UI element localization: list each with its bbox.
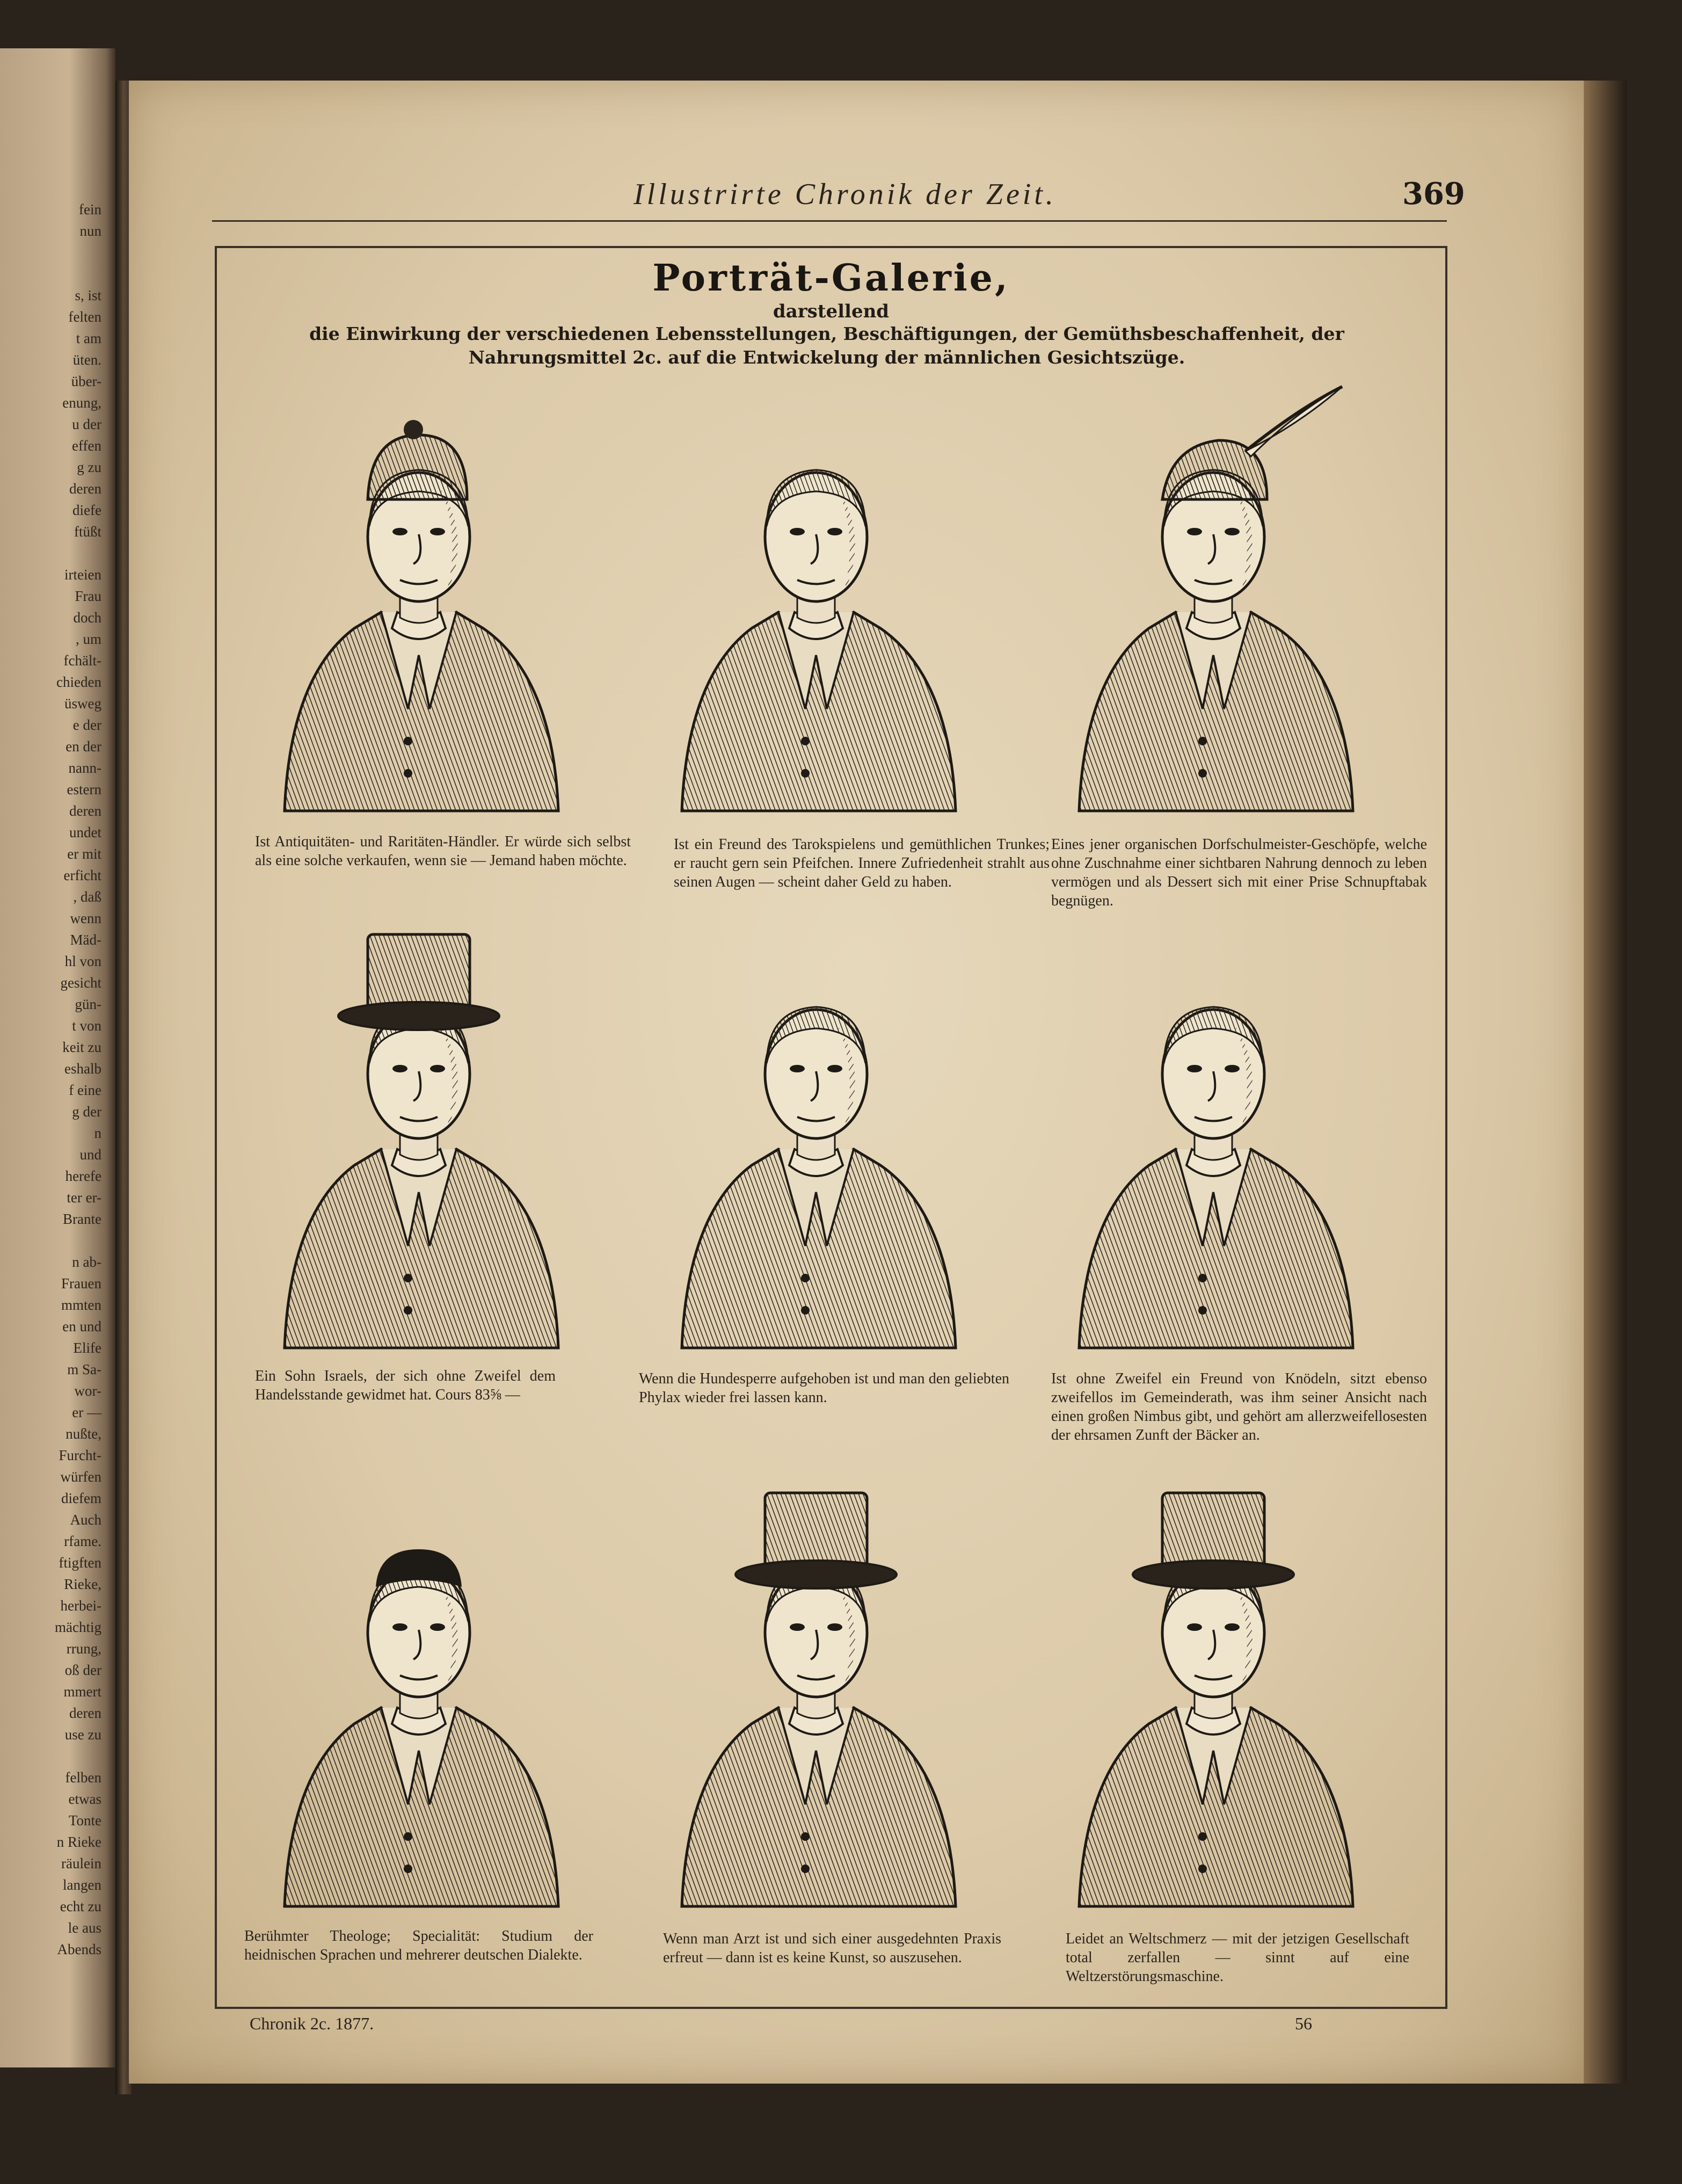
left-page-line: n ab- bbox=[72, 1254, 101, 1270]
page-number: 369 bbox=[1402, 176, 1465, 212]
left-page-line: und bbox=[79, 1147, 101, 1163]
left-page-line: herefe bbox=[65, 1168, 101, 1184]
left-page-line: Frauen bbox=[61, 1275, 101, 1291]
left-page-line: über- bbox=[71, 373, 101, 389]
left-page-line: Elife bbox=[73, 1340, 101, 1356]
left-page-line: wor- bbox=[74, 1383, 101, 1399]
portrait-weltschmerz bbox=[1042, 1471, 1385, 1912]
left-page-line: felben bbox=[65, 1769, 101, 1786]
left-page-line: Frau bbox=[75, 588, 101, 604]
left-page-line: e der bbox=[72, 717, 101, 733]
left-page-line: rrung, bbox=[66, 1641, 101, 1657]
left-page-line: rfame. bbox=[64, 1533, 101, 1549]
left-page-line: chieden bbox=[56, 674, 101, 690]
left-page-line: Auch bbox=[70, 1512, 101, 1528]
portrait-son-of-israel bbox=[247, 913, 591, 1353]
portrait-village-schoolmaster bbox=[1042, 376, 1385, 816]
footer-volume: Chronik 2c. 1877. bbox=[250, 2014, 374, 2033]
left-page-line: räulein bbox=[61, 1855, 101, 1871]
left-page-line: eshalb bbox=[64, 1061, 101, 1077]
left-page-line: estern bbox=[67, 781, 101, 797]
left-page-line: f eine bbox=[69, 1082, 101, 1098]
left-page-line: mächtig bbox=[55, 1619, 101, 1635]
left-page-line: doch bbox=[73, 610, 101, 626]
left-page-line: hl von bbox=[64, 953, 101, 969]
left-page-line bbox=[32, 542, 101, 564]
left-page-line: nun bbox=[79, 223, 101, 239]
left-page-line: mmten bbox=[61, 1297, 101, 1313]
left-page-line: undet bbox=[69, 824, 101, 840]
left-page-line: mmert bbox=[63, 1684, 101, 1700]
caption-dumpling-baker: Ist ohne Zweifel ein Freund von Knödeln, sitzt ebenso zweifellos im Gemeinderath, was ihm seiner Ansicht nach einen großen Nimbus gibt, und gehört am allerzweifellosesten der ehrsamen Zunft der Bäcker an. bbox=[1051, 1370, 1427, 1443]
left-page-line: wenn bbox=[70, 910, 101, 926]
left-page-line bbox=[32, 242, 101, 263]
portrait-dumpling-baker bbox=[1042, 913, 1385, 1353]
page-edge bbox=[1584, 81, 1627, 2084]
left-page-line: en der bbox=[65, 738, 101, 754]
left-page-line: ter er- bbox=[67, 1189, 101, 1206]
left-page-line: diefe bbox=[72, 502, 101, 518]
left-page-line: deren bbox=[69, 803, 101, 819]
portrait-antique-dealer bbox=[247, 376, 591, 816]
portrait-tarock-player bbox=[644, 376, 988, 816]
portrait-dog-ban bbox=[644, 913, 988, 1353]
left-page-line: ftüßt bbox=[74, 524, 101, 540]
caption-dog-ban: Wenn die Hundesperre aufgehoben ist und man den geliebten Phylax wieder frei lassen kann. bbox=[639, 1370, 1009, 1406]
left-page-line: en und bbox=[62, 1318, 101, 1334]
left-page-line: keit zu bbox=[62, 1039, 101, 1055]
left-page-line: er mit bbox=[67, 846, 101, 862]
left-page-line: , daß bbox=[73, 889, 101, 905]
left-page-line: use zu bbox=[64, 1726, 101, 1743]
left-page-text-column bbox=[32, 199, 101, 1960]
left-page-line: echt zu bbox=[60, 1898, 101, 1914]
left-page-line: ftigften bbox=[59, 1555, 101, 1571]
caption-weltschmerz: Leidet an Weltschmerz — mit der jetzigen Gesellschaft total zerfallen — sinnt auf eine Weltzerstörungsmaschine. bbox=[1066, 1931, 1409, 1985]
left-page-line: Furcht- bbox=[59, 1447, 101, 1463]
left-page-line: gesicht bbox=[60, 975, 101, 991]
left-page-line: deren bbox=[69, 1705, 101, 1721]
running-head: Illustrirte Chronik der Zeit. bbox=[634, 178, 1057, 211]
left-page-line: diefem bbox=[61, 1490, 101, 1506]
caption-physician: Wenn man Arzt ist und sich einer ausgedehnten Praxis erfreut — dann ist es keine Kunst, so auszusehen. bbox=[663, 1931, 1001, 1966]
left-page-line: le aus bbox=[68, 1920, 101, 1936]
header-rule bbox=[212, 220, 1447, 222]
left-page-line: etwas bbox=[68, 1791, 101, 1807]
left-page-line: Tonte bbox=[68, 1812, 101, 1829]
left-page-line: gün- bbox=[75, 996, 101, 1012]
page-title: Porträt-Galerie, bbox=[652, 257, 1010, 300]
left-page-line: nußte, bbox=[65, 1426, 101, 1442]
left-page-line: n Rieke bbox=[56, 1834, 101, 1850]
left-page-line: g der bbox=[72, 1104, 101, 1120]
caption-theologian: Berühmter Theologe; Specialität: Studium der heidnischen Sprachen und mehrerer deutschen Dialekte. bbox=[244, 1928, 593, 1963]
footer-signature: 56 bbox=[1295, 2014, 1312, 2033]
left-page-line: üten. bbox=[72, 352, 101, 368]
left-page-line: t am bbox=[76, 330, 101, 346]
left-page-line: Brante bbox=[63, 1211, 101, 1227]
left-page-line: herbei- bbox=[60, 1598, 101, 1614]
caption-son-of-israel: Ein Sohn Israels, der sich ohne Zweifel dem Handelsstande gewidmet hat. Cours 83⅝ — bbox=[255, 1368, 556, 1403]
left-page-line: irteien bbox=[64, 567, 101, 583]
subtitle-line-2: die Einwirkung der verschiedenen Lebensstellungen, Beschäftigungen, der Gemüthsbeschaffenheit, der Nahrungsmittel 2c. auf die Entwickelung der männlichen Gesichtszüge. bbox=[309, 323, 1344, 368]
left-page-line: oß der bbox=[64, 1662, 101, 1678]
left-page-line: Mäd- bbox=[70, 932, 101, 948]
left-page-line: s, ist bbox=[75, 287, 101, 303]
subtitle-line-1: darstellend bbox=[773, 301, 890, 322]
left-page-line: würfen bbox=[60, 1469, 101, 1485]
left-page-line: g zu bbox=[77, 459, 101, 475]
portrait-physician bbox=[644, 1471, 988, 1912]
left-page-line bbox=[32, 1230, 101, 1251]
left-page-line: m Sa- bbox=[67, 1361, 101, 1377]
left-page-line: effen bbox=[72, 438, 101, 454]
left-page-line: Abends bbox=[57, 1941, 101, 1957]
left-page-line: nann- bbox=[68, 760, 101, 776]
left-page-line bbox=[32, 1745, 101, 1767]
left-page-line: t von bbox=[72, 1018, 101, 1034]
left-page-line: Rieke, bbox=[64, 1576, 101, 1592]
left-page-line: enung, bbox=[62, 395, 101, 411]
left-page-line: langen bbox=[63, 1877, 101, 1893]
left-page-line: felten bbox=[68, 309, 101, 325]
left-page-line: erficht bbox=[63, 867, 101, 883]
left-page-line bbox=[32, 263, 101, 285]
caption-antique-dealer: Ist Antiquitäten- und Raritäten-Händler. Er würde sich selbst als eine solche verkaufen, wenn sie — Jemand haben möchte. bbox=[255, 833, 631, 869]
left-page-line: üsweg bbox=[64, 695, 101, 712]
left-page-line: er — bbox=[72, 1404, 101, 1420]
left-page-line: fchält- bbox=[63, 652, 101, 669]
portrait-theologian bbox=[247, 1471, 591, 1912]
caption-tarock-player: Ist ein Freund des Tarokspielens und gemüthlichen Trunkes; er raucht gern sein Pfeifchen. Innere Zufriedenheit strahlt aus seinen Augen — scheint daher Geld zu haben. bbox=[674, 836, 1050, 890]
left-page-line: , um bbox=[75, 631, 101, 647]
left-page-line: deren bbox=[69, 481, 101, 497]
left-page-line: fein bbox=[79, 201, 101, 217]
left-page-line: n bbox=[94, 1125, 101, 1141]
left-page-line: u der bbox=[72, 416, 101, 432]
caption-village-schoolmaster: Eines jener organischen Dorfschulmeister-Geschöpfe, welche ohne Zuschnahme einer sichtbaren Nahrung dennoch zu leben vermögen und als Dessert sich mit einer Prise Schnupftabak begnügen. bbox=[1051, 836, 1427, 909]
left-page bbox=[0, 48, 115, 2067]
